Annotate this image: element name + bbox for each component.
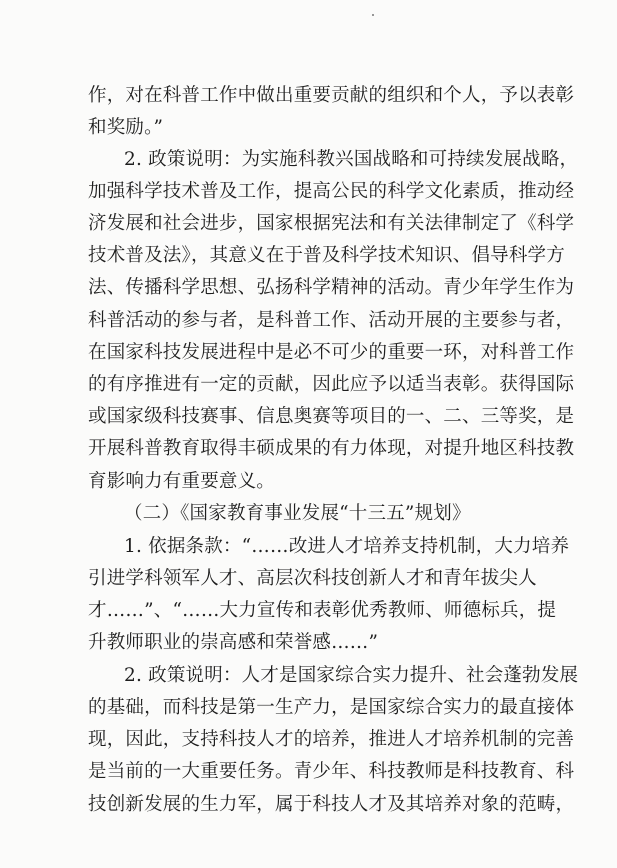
text-line: 2. 政策说明：为实施科教兴国战略和可持续发展战略，	[124, 149, 579, 170]
text-line: 或国家级科技赛事、信息奥赛等项目的一、二、三等奖，是	[88, 406, 575, 427]
text-line: 升教师职业的崇高感和荣誉感……”	[88, 632, 379, 653]
text-line: 2. 政策说明：人才是国家综合实力提升、社会蓬勃发展	[124, 665, 579, 686]
scan-speck	[372, 14, 374, 16]
text-line: 1. 依据条款：“……改进人才培养支持机制，大力培养	[124, 536, 570, 557]
text-line: 技创新发展的生力军，属于科技人才及其培养对象的范畴，	[88, 794, 575, 815]
text-line: 作，对在科普工作中做出重要贡献的组织和个人，予以表彰	[88, 85, 575, 106]
text-line: 法、传播科学思想、弘扬科学精神的活动。青少年学生作为	[88, 277, 575, 298]
text-line: 现，因此，支持科技人才的培养，推进人才培养机制的完善	[88, 729, 575, 750]
text-line: 在国家科技发展进程中是必不可少的重要一环，对科普工作	[88, 342, 575, 363]
text-line: 济发展和社会进步，国家根据宪法和有关法律制定了《科学	[88, 213, 575, 234]
text-line: 育影响力有重要意义。	[88, 471, 276, 492]
text-line: 加强科学技术普及工作，提高公民的科学文化素质，推动经	[88, 181, 575, 202]
text-line: 引进学科领军人才、高层次科技创新人才和青年拔尖人	[88, 568, 537, 589]
text-line: 科普活动的参与者，是科普工作、活动开展的主要参与者，	[88, 310, 575, 331]
text-line: 才……”、“……大力宣传和表彰优秀教师、师德标兵，提	[88, 600, 557, 621]
section-heading: （二）《国家教育事业发展“十三五”规划》	[124, 503, 471, 524]
text-line: 的有序推进有一定的贡献，因此应予以适当表彰。获得国际	[88, 374, 575, 395]
text-line: 技术普及法》，其意义在于普及科学技术知识、倡导科学方	[88, 245, 565, 266]
text-line: 开展科普教育取得丰硕成果的有力体现，对提升地区科技教	[88, 438, 575, 459]
text-line: 是当前的一大重要任务。青少年、科技教师是科技教育、科	[88, 761, 575, 782]
text-line: 的基础，而科技是第一生产力，是国家综合实力的最直接体	[88, 697, 575, 718]
text-line: 和奖励。”	[88, 117, 164, 138]
